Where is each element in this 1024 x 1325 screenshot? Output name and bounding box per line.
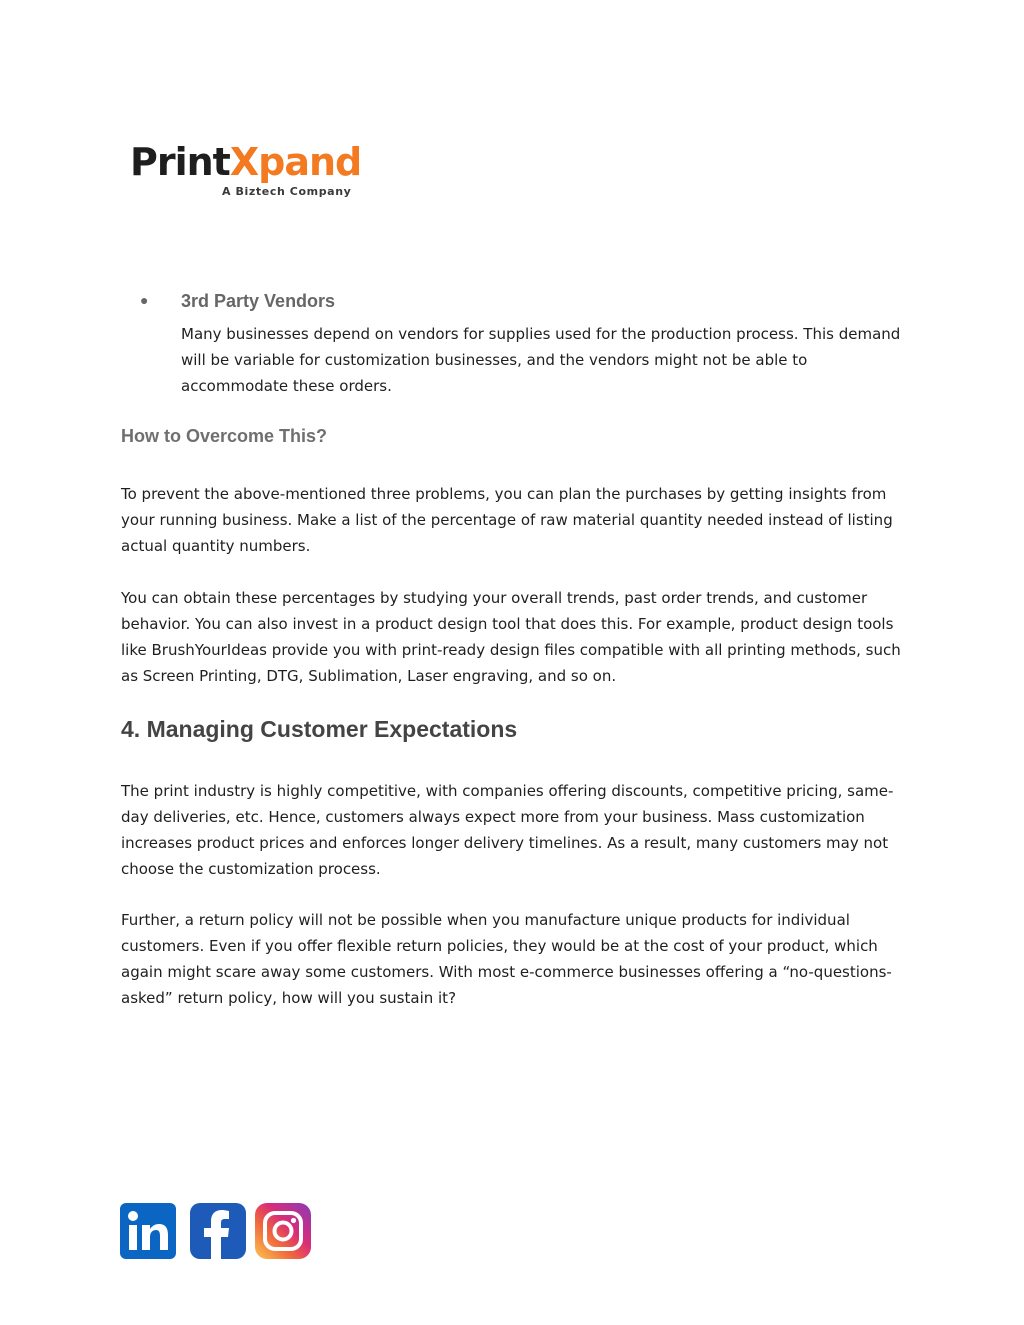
bullet-title: 3rd Party Vendors — [181, 291, 336, 311]
logo-tagline: A Biztech Company — [222, 185, 352, 198]
linkedin-icon[interactable] — [120, 1203, 176, 1259]
paragraph: To prevent the above-mentioned three problems, you can plan the purchases by getting insights from your running business. Make a list of the percentage of raw material quantity needed instead of listing actual quantity numbers. — [121, 485, 893, 555]
section-heading-customer-expectations: 4. Managing Customer Expectations — [121, 716, 518, 742]
bullet-body: Many businesses depend on vendors for supplies used for the production process. This demand will be variable for customization businesses, and the vendors might not be able to accommodate these orders. — [181, 325, 901, 395]
logo-wordmark — [130, 140, 361, 184]
logo-word-pand: pand — [258, 140, 362, 184]
bullet-dot-icon: ● — [140, 292, 149, 308]
printxpand-logo — [130, 140, 370, 204]
logo-word-x: X — [229, 140, 259, 184]
paragraph: Further, a return policy will not be possible when you manufacture unique products for individual customers. Even if you offer flexible return policies, they would be at the cost of your product, which again might scare away some customers. With most e-commerce businesses offering a “no-questions-asked” return policy, how will you sustain it? — [121, 911, 892, 1007]
paragraph: The print industry is highly competitive, with companies offering discounts, competitive pricing, same-day deliveries, etc. Hence, customers always expect more from your business. Mass customization increases product prices and enforces longer delivery timelines. As a result, many customers may not choose the customization process. — [121, 782, 894, 878]
instagram-icon[interactable] — [255, 1203, 311, 1259]
section-heading-overcome: How to Overcome This? — [121, 426, 328, 446]
facebook-icon[interactable] — [190, 1203, 246, 1259]
paragraph: You can obtain these percentages by studying your overall trends, past order trends, and customer behavior. You can also invest in a product design tool that does this. For example, product design tools like BrushYourIdeas provide you with print-ready design files compatible with all printing methods, such as Screen Printing, DTG, Sublimation, Laser engraving, and so on. — [121, 589, 901, 685]
logo-word-print: Print — [130, 140, 230, 184]
